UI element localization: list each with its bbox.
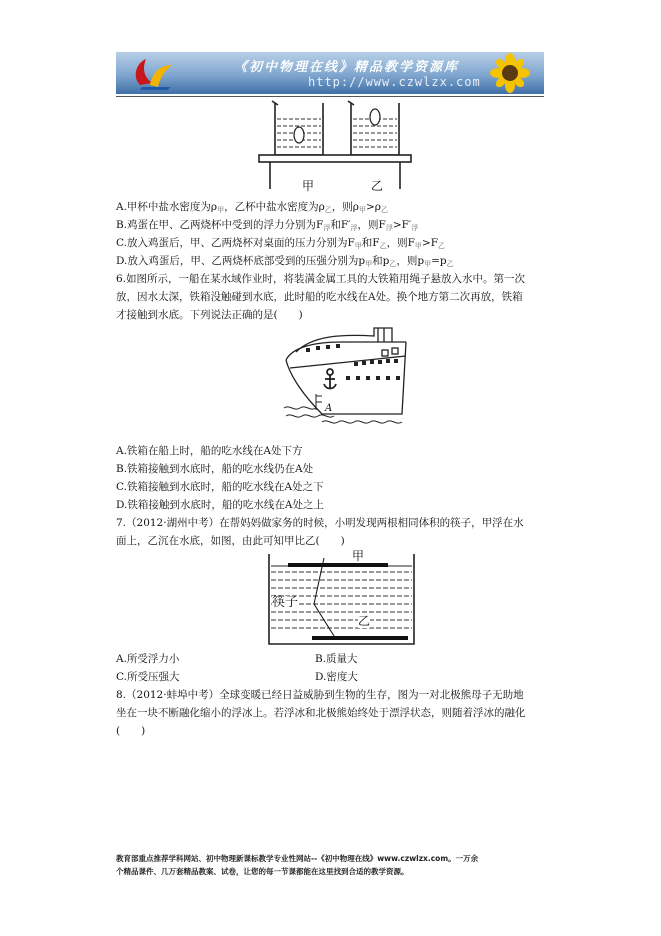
q6-line-1: 6.如图所示，一船在某水域作业时，将装满金属工具的大铁箱用绳子悬放入水中。第一次	[116, 273, 526, 285]
q5-option-b: B.鸡蛋在甲、乙两烧杯中受到的浮力分别为$F_浮$和$F'_浮$，则$F_浮>F'_浮$	[116, 219, 419, 232]
header-url: http://www.czwlzx.com	[308, 75, 481, 89]
anchor-icon	[324, 369, 336, 389]
q5-option-d: D.放入鸡蛋后，甲、乙两烧杯底部受到的压强分别为$p_甲$和$p_乙$，则$p_甲=p_乙$	[116, 255, 454, 268]
q7-option-d: D.密度大	[315, 671, 358, 683]
q8-line-3: ( )	[116, 725, 146, 737]
header-title: 《初中物理在线》精品教学资源库	[234, 60, 460, 75]
header-banner	[116, 52, 544, 94]
q7-option-a: A.所受浮力小	[116, 653, 180, 665]
q8-line-1: 8.（2012·蚌埠中考）全球变暖已经日益威胁到生物的生存，图为一对北极熊母子无助地	[116, 689, 524, 701]
egg-left	[294, 127, 304, 143]
q8-line-2: 坐在一块不断融化缩小的浮冰上。若浮冰和北极熊始终处于漂浮状态，则随着浮冰的融化	[116, 707, 526, 719]
sunflower-icon	[480, 52, 540, 94]
ship-label-a: A	[325, 403, 333, 414]
q6-option-c: C.铁箱接触到水底时，船的吃水线在A处之下	[116, 481, 324, 493]
q6-line-3: 才接触到水底。下列说法正确的是( )	[116, 309, 303, 321]
egg-right	[370, 109, 380, 125]
ship-figure	[282, 326, 412, 428]
footer-line-1: 教育部重点推荐学科网站、初中物理新课标教学专业性网站--《初中物理在线》www.czwlzx.com。一万余	[116, 854, 479, 863]
footer	[116, 852, 576, 878]
fig1-label-right: 乙	[371, 179, 384, 193]
fig7-label-bottom: 乙	[358, 614, 371, 628]
q7-option-b: B.质量大	[315, 653, 358, 665]
q6-line-2: 放，因水太深，铁箱没触碰到水底，此时船的吃水线在A处。换个地方第二次再放，铁箱	[116, 291, 523, 303]
logo-icon	[122, 55, 182, 91]
chopstick-bottom	[312, 636, 408, 640]
fig7-label-middle: 筷子	[272, 595, 299, 610]
q5-option-a: A.甲杯中盐水密度为$\rho_甲$，乙杯中盐水密度为$\rho_乙$，则$\rho_甲>\rho_乙$	[116, 201, 388, 214]
beakers-figure	[255, 97, 415, 193]
fig1-label-left: 甲	[302, 179, 315, 193]
q5-option-c: C.放入鸡蛋后，甲、乙两烧杯对桌面的压力分别为$F_甲$和$F_乙$，则$F_甲>F_乙$	[116, 237, 445, 250]
q7-line-2: 面上，乙沉在水底，如图，由此可知甲比乙( )	[116, 535, 345, 547]
q7-line-1: 7.（2012·湖州中考）在帮妈妈做家务的时候，小明发现两根相同体积的筷子，甲浮在水	[116, 517, 524, 529]
chopstick-top	[288, 563, 388, 567]
q6-option-a: A.铁箱在船上时，船的吃水线在A处下方	[116, 445, 303, 457]
q6-option-d: D.铁箱接触到水底时，船的吃水线在A处之上	[116, 499, 324, 511]
footer-line-2: 个精品课件、几万套精品教案、试卷，让您的每一节课都能在这里找到合适的教学资源。	[116, 867, 409, 876]
q6-option-b: B.铁箱接触到水底时，船的吃水线仍在A处	[116, 463, 314, 475]
q7-option-c: C.所受压强大	[116, 671, 180, 683]
fig7-label-top: 甲	[352, 549, 365, 563]
